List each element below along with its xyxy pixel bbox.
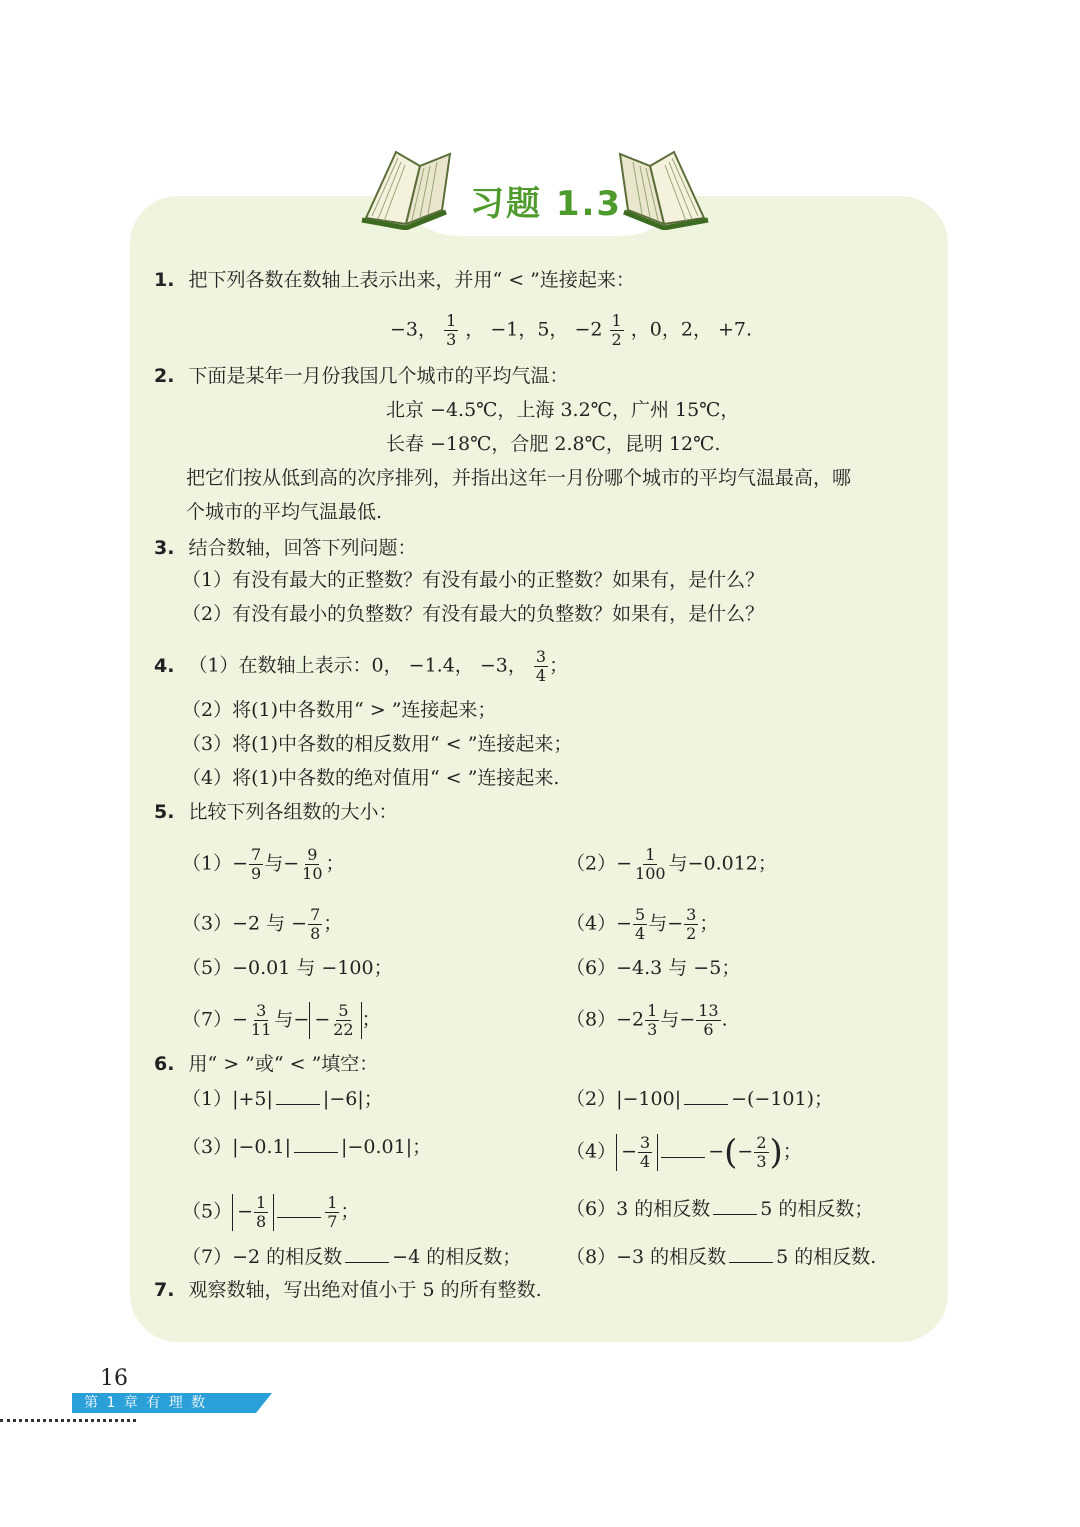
question-5: [154, 800, 397, 824]
dotted-divider: [0, 1419, 136, 1422]
q6-item-2: （2）|−100| −(−101)；: [566, 1088, 834, 1110]
q5-item-6: （6）−4.3 与 −5；: [566, 957, 741, 979]
q5-item-3: （3）−2 与 − $\frac{7}{8}$ ；: [182, 905, 343, 943]
q6-item-3: （3）|−0.1| |−0.01|；: [182, 1136, 432, 1158]
answer-blank[interactable]: [684, 1086, 728, 1105]
question-number: 7.: [154, 1279, 175, 1301]
question-4-sub-2: （2）将(1)中各数用“ > ”连接起来；: [182, 699, 497, 721]
question-1-numbers: [390, 312, 752, 349]
q6-item-6: （6）3 的相反数 5 的相反数；: [566, 1198, 874, 1220]
question-4-sub-4: （4）将(1)中各数的绝对值用“ < ”连接起来.: [182, 767, 560, 789]
question-3: [154, 536, 416, 560]
fraction: $\frac{3}{4}$: [535, 647, 547, 685]
question-2-instruction-cont: 个城市的平均气温最低.: [186, 501, 383, 523]
q6-item-1: （1）|+5| |−6|；: [182, 1088, 383, 1110]
question-1: [154, 268, 635, 292]
question-4: 4. （1）在数轴上表示：0， −1.4， −3， $\frac{3}{4}$ ；: [154, 647, 569, 685]
question-number: 5.: [154, 801, 175, 823]
answer-blank[interactable]: [345, 1244, 389, 1263]
question-number: 1.: [154, 269, 175, 291]
fraction: $\frac{1}{3}$: [446, 311, 457, 349]
open-book-icon: [612, 140, 712, 230]
question-3-sub-2: （2）有没有最小的负整数？有没有最大的负整数？如果有，是什么？: [182, 603, 765, 625]
question-4-sub-3: （3）将(1)中各数的相反数用“ < ”连接起来；: [182, 733, 573, 755]
q5-item-8: （8）−2 $\frac{1}{3}$ 与− $\frac{13}{6}$ .: [566, 1001, 728, 1039]
temperature-data-1: 北京 −4.5℃，上海 3.2℃，广州 15℃，: [386, 399, 740, 421]
absolute-value: − $\frac{1}{8}$: [232, 1194, 274, 1231]
question-6: [154, 1052, 378, 1076]
answer-blank[interactable]: [294, 1134, 338, 1153]
q6-item-5: （5） − $\frac{1}{8}$ $\frac{1}{7}$ ；: [182, 1193, 360, 1231]
q5-item-4: （4）− $\frac{5}{4}$ 与− $\frac{3}{2}$ ；: [566, 905, 719, 943]
answer-blank[interactable]: [277, 1199, 321, 1218]
question-number: 2.: [154, 365, 175, 387]
question-text: （1）在数轴上表示：0， −1.4， −3，: [188, 654, 527, 677]
question-text: 比较下列各组数的大小：: [188, 801, 398, 823]
question-text: 把下列各数在数轴上表示出来，并用“ < ”连接起来：: [188, 269, 635, 291]
q6-item-8: （8）−3 的相反数 5 的相反数.: [566, 1246, 877, 1268]
open-book-icon: [358, 140, 458, 230]
question-text: 用“ > ”或“ < ”填空：: [188, 1053, 379, 1075]
answer-blank[interactable]: [713, 1196, 757, 1215]
question-number: 4.: [154, 654, 175, 677]
answer-blank[interactable]: [661, 1139, 705, 1158]
question-7: [154, 1278, 542, 1302]
question-text: 观察数轴，写出绝对值小于 5 的所有整数.: [188, 1279, 542, 1301]
q5-item-1: （1）− $\frac{7}{9}$ 与− $\frac{9}{10}$ ；: [182, 845, 345, 883]
q5-item-5: （5）−0.01 与 −100；: [182, 957, 393, 979]
question-2-instruction: 把它们按从低到高的次序排列，并指出这年一月份哪个城市的平均气温最高，哪: [186, 467, 852, 489]
q6-item-4: （4） − $\frac{3}{4}$ −(− $\frac{2}{3}$ )；: [566, 1132, 802, 1173]
question-2: [154, 364, 568, 388]
absolute-value: − $\frac{5}{22}$: [309, 1002, 361, 1039]
page-number: 16: [100, 1366, 128, 1391]
answer-blank[interactable]: [729, 1244, 773, 1263]
absolute-value: − $\frac{3}{4}$: [616, 1134, 658, 1171]
number-list-part: ，0，2， +7.: [630, 318, 753, 341]
fraction: $\frac{1}{2}$: [611, 311, 622, 349]
question-number: 3.: [154, 537, 175, 559]
number-list-part: −3，: [390, 318, 438, 341]
chapter-label: 第 1 章 有 理 数: [84, 1395, 208, 1411]
answer-blank[interactable]: [276, 1086, 320, 1105]
question-text: 结合数轴，回答下列问题：: [188, 537, 417, 559]
question-number: 6.: [154, 1053, 175, 1075]
q6-item-7: （7）−2 的相反数 −4 的相反数；: [182, 1246, 522, 1268]
temperature-data-2: 长春 −18℃，合肥 2.8℃，昆明 12℃.: [386, 433, 721, 455]
page-title: 习题 1.3: [470, 184, 623, 224]
number-list-part: ， −1，5， −2: [465, 318, 603, 341]
question-3-sub-1: （1）有没有最大的正整数？有没有最小的正整数？如果有，是什么？: [182, 569, 765, 591]
question-text: 下面是某年一月份我国几个城市的平均气温：: [188, 365, 569, 387]
q5-item-2: （2）− $\frac{1}{100}$ 与−0.012；: [566, 845, 777, 883]
q5-item-7: （7）− $\frac{3}{11}$ 与− − $\frac{5}{22}$ ；: [182, 1001, 381, 1039]
